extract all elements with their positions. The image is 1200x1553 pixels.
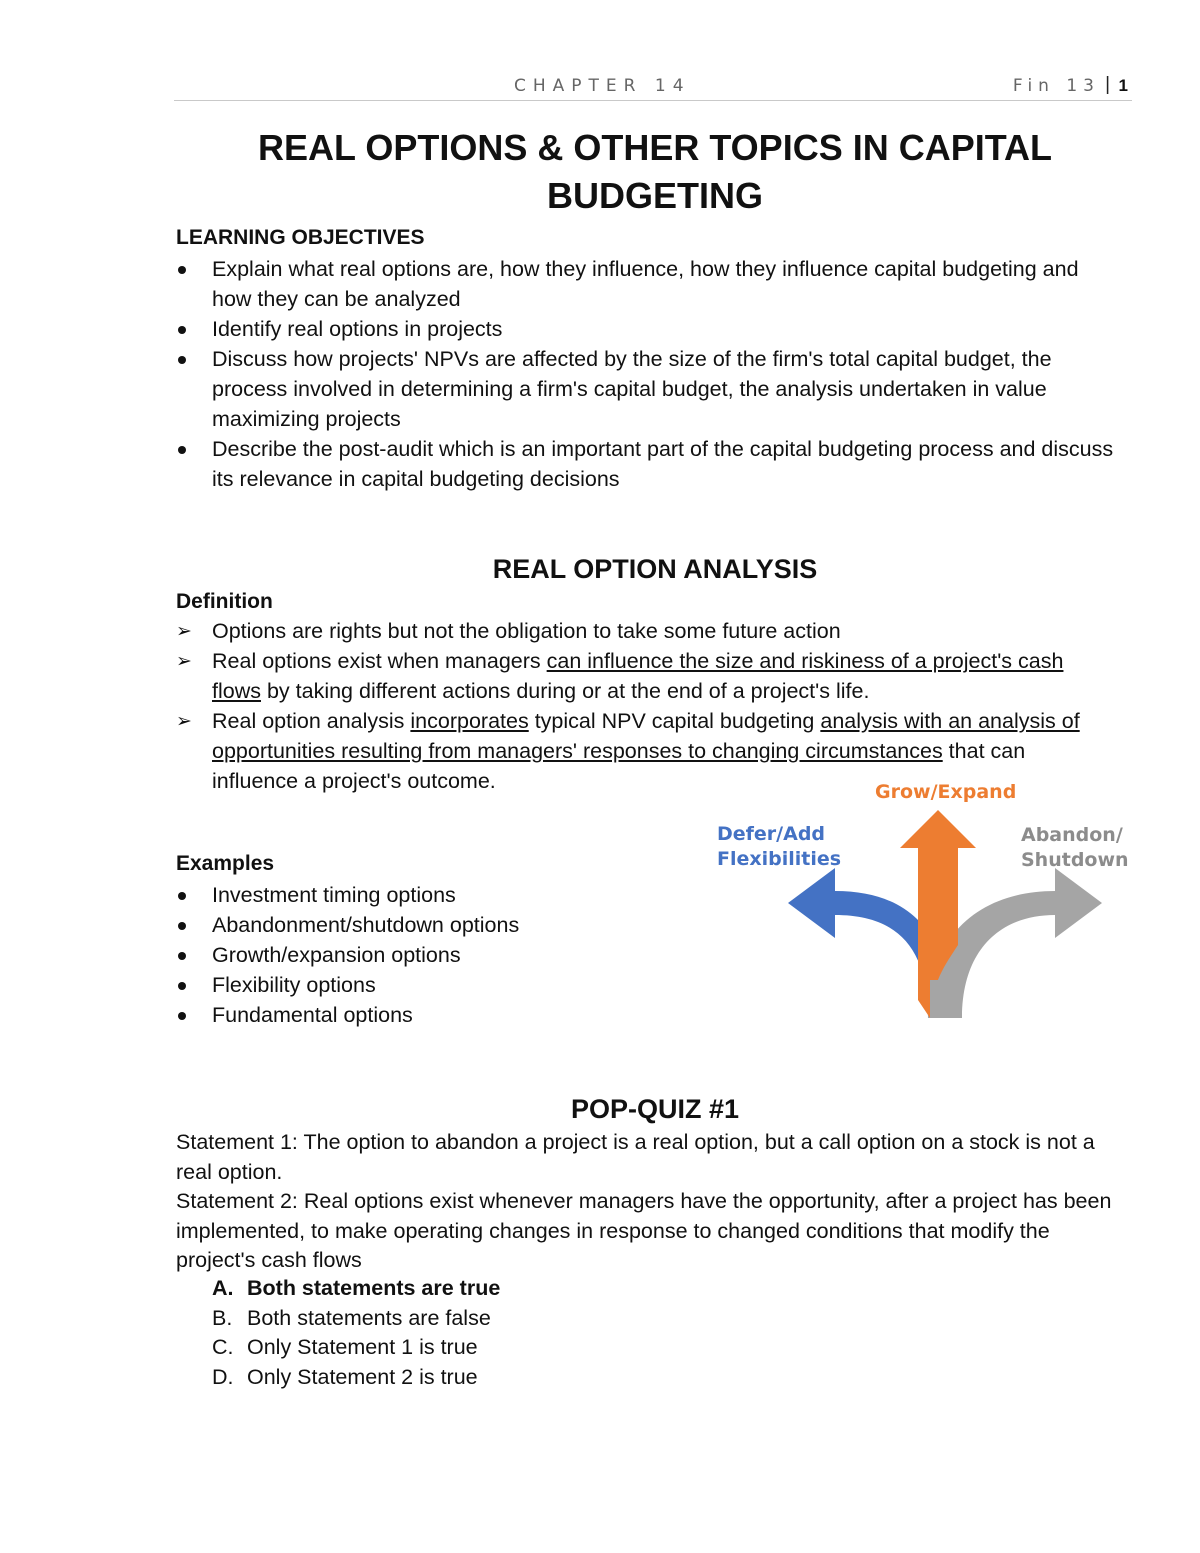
quiz-statements: [176, 1128, 1134, 1276]
underlined-text: analysis with an analysis of opportunities resulting from managers' responses to changing circumstances: [212, 709, 1080, 763]
choice-text: Both statements are false: [247, 1305, 491, 1330]
list-item: Abandonment/shutdown options: [176, 910, 676, 940]
page-title: REAL OPTIONS & OTHER TOPICS IN CAPITAL BUDGETING: [257, 127, 1053, 216]
quiz-choice-c[interactable]: [212, 1333, 500, 1363]
quiz-choice-a[interactable]: [212, 1274, 500, 1304]
course-label: Fin 13: [1012, 76, 1100, 96]
text-run: that can influence a project's outcome.: [212, 739, 1026, 793]
choice-text: Only Statement 2 is true: [247, 1364, 478, 1389]
quiz-choice-d[interactable]: [212, 1363, 500, 1393]
text-run: Real options exist when managers: [212, 649, 547, 673]
text-run: Real option analysis: [212, 709, 411, 733]
header-separator: |: [1105, 74, 1110, 95]
real-options-arrows-diagram: [700, 770, 1140, 1030]
defer-label-line1: Defer/Add: [717, 823, 826, 845]
list-item: Discuss how projects' NPVs are affected by the size of the firm's total capital budget, the process involved in determining a firm's capital budget, the analysis undertaken in value maximizing projects: [176, 344, 1121, 434]
learning-objectives-list: [176, 254, 1121, 494]
choice-text: Only Statement 1 is true: [247, 1335, 478, 1359]
text-run: typical NPV capital budgeting: [528, 709, 821, 733]
page-number: 1: [1118, 76, 1128, 95]
list-item: Investment timing options: [176, 880, 676, 910]
definition-list: [176, 616, 1096, 796]
choice-letter: A.: [212, 1276, 234, 1300]
defer-label-line2: Flexibilities: [717, 848, 842, 870]
choice-text: Both statements are true: [247, 1276, 501, 1300]
list-item: Identify real options in projects: [176, 314, 1121, 344]
learning-objectives-heading: LEARNING OBJECTIVES: [176, 226, 425, 249]
abandon-label-line2: Shutdown: [1021, 849, 1129, 871]
list-item: ➢ Options are rights but not the obligation to take some future action: [176, 616, 1096, 646]
definition-heading: Definition: [176, 590, 273, 613]
quiz-statement-2: Statement 2: Real options exist whenever managers have the opportunity, after a project has been implemented, to make operating changes in response to changed conditions that modify the project's cash flows: [176, 1189, 1112, 1272]
quiz-statement-1: Statement 1: The option to abandon a project is a real option, but a call option on a stock is not a real option.: [176, 1130, 1095, 1184]
list-item: Explain what real options are, how they influence, how they influence capital budgeting and how they can be analyzed: [176, 254, 1121, 314]
quiz-choice-b[interactable]: [212, 1304, 500, 1334]
list-item: Growth/expansion options: [176, 940, 676, 970]
list-item: Flexibility options: [176, 970, 676, 1000]
page-header: [174, 74, 1132, 101]
list-item: Describe the post-audit which is an important part of the capital budgeting process and discuss its relevance in capital budgeting decisions: [176, 434, 1121, 494]
examples-list: [176, 880, 676, 1030]
abandon-label-line1: Abandon/: [1021, 824, 1123, 846]
real-option-analysis-heading: REAL OPTION ANALYSIS: [492, 554, 818, 584]
list-item: [176, 646, 1096, 706]
text-run: by taking different actions during or at the end of a project's life.: [260, 679, 870, 703]
chapter-label: CHAPTER 14: [514, 76, 691, 96]
quiz-heading: POP-QUIZ #1: [570, 1094, 740, 1124]
choice-letter: D.: [212, 1364, 234, 1389]
choice-letter: C.: [212, 1335, 234, 1359]
underlined-text: incorporates: [410, 709, 529, 733]
underlined-text: can influence the size and riskiness of a project's cash flows: [212, 649, 1064, 703]
choice-letter: B.: [212, 1305, 233, 1330]
list-item: Fundamental options: [176, 1000, 676, 1030]
grow-label: Grow/Expand: [875, 781, 1017, 803]
quiz-choices: [212, 1274, 500, 1392]
abandon-arrow-stem: [930, 980, 962, 1018]
examples-heading: Examples: [176, 852, 275, 875]
